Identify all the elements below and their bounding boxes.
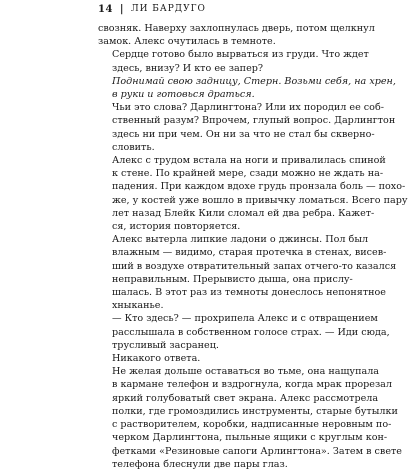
text-line: с растворителем, коробки, надписанные неровным по-	[112, 419, 392, 431]
paragraph	[98, 352, 322, 365]
text-line: ственный разум? Впрочем, глупый вопрос. Дарлингтон	[112, 115, 396, 127]
text-line: неправильным. Прерывисто дыша, она прислу-	[112, 273, 353, 285]
body-text	[98, 22, 408, 471]
paragraph	[98, 101, 396, 154]
text-line: Алекс вытерла липкие ладони о джинсы. Пол был	[112, 234, 369, 246]
text-line: в кармане телефон и вздрогнула, когда мрак прорезал	[112, 379, 392, 391]
text-line: влажным — видимо, старая протечка в стенах, висев-	[112, 247, 387, 259]
text-line: замок. Алекс очутилась в темноте.	[98, 36, 276, 48]
text-line: Никакого ответа.	[112, 353, 201, 365]
text-line: лет назад Блейк Кили сломал ей два ребра. Кажет-	[112, 207, 375, 219]
paragraph	[98, 154, 408, 233]
page-number: 14	[98, 3, 113, 15]
text-line: же, у костей уже вошло в привычку ломаться. Всего пару	[112, 194, 408, 206]
paragraph	[98, 75, 396, 101]
text-line: падения. При каждом вдохе грудь пронзала боль — похо-	[112, 181, 406, 193]
text-line: в руки и готовься драться.	[112, 89, 255, 101]
text-line: к стене. По крайней мере, сзади можно не ждать на-	[112, 168, 384, 180]
header-separator: |	[119, 3, 125, 15]
text-line: фетками «Резиновые сапоги Арлингтона». Затем в свете	[112, 445, 402, 457]
text-line: Чьи это слова? Дарлингтона? Или их породил ее соб-	[112, 102, 384, 114]
text-line: полки, где громоздились инструменты, старые бутылки	[112, 405, 398, 417]
text-line: Алекс с трудом встала на ноги и привалилась спиной	[112, 155, 386, 167]
text-line: яркий голубоватый свет экрана. Алекс рассмотрела	[112, 392, 379, 404]
paragraph	[98, 365, 402, 471]
text-line: хныканье.	[112, 300, 164, 312]
text-line: ший в воздухе отвратительный запах отчего-то казался	[112, 260, 397, 272]
text-line: трусливый засранец.	[112, 339, 219, 351]
paragraph	[98, 22, 375, 48]
paragraph	[98, 48, 369, 74]
text-line: словить.	[112, 141, 155, 153]
text-line: здесь, внизу? И кто ее запер?	[112, 62, 264, 74]
running-header	[98, 1, 338, 17]
text-line: — Кто здесь? — прохрипела Алекс и с отвращением	[112, 313, 378, 325]
text-line: расслышала в собственном голосе страх. — Иди сюда,	[112, 326, 390, 338]
text-line: черком Дарлингтона, пыльные ящики с круглым кон-	[112, 432, 388, 444]
text-line: шалась. В этот раз из темноты донеслось непонятное	[112, 287, 386, 299]
text-line: телефона блеснули две пары глаз.	[112, 458, 288, 470]
text-line: ся, история повторяется.	[112, 221, 241, 233]
text-line: здесь ни при чем. Он ни за что не стал бы скверно-	[112, 128, 375, 140]
text-line: Не желая дольше оставаться во тьме, она нащупала	[112, 366, 380, 378]
text-line: Поднимай свою задницу, Стерн. Возьми себя, на хрен,	[112, 75, 396, 87]
paragraph	[98, 312, 390, 352]
running-author: ЛИ БАРДУГО	[131, 4, 206, 14]
text-line: свозняк. Наверху захлопнулась дверь, потом щелкнул	[98, 23, 375, 34]
text-line: Сердце готово было вырваться из груди. Что ждет	[112, 49, 369, 61]
paragraph	[98, 233, 397, 312]
